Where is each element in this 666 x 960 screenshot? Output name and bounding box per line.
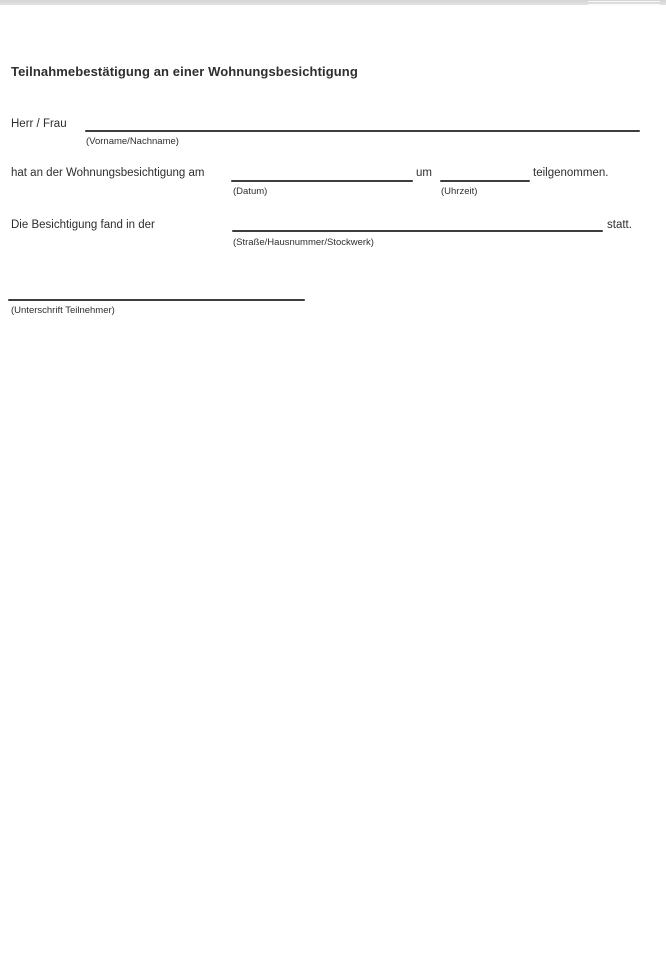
artifact-line bbox=[588, 1, 660, 2]
name-field-line bbox=[85, 130, 640, 132]
location-sentence-suffix: statt. bbox=[607, 219, 632, 231]
address-field-hint: (Straße/Hausnummer/Stockwerk) bbox=[233, 237, 374, 248]
signature-line bbox=[8, 299, 305, 301]
date-field-line bbox=[231, 180, 413, 182]
artifact-line bbox=[588, 7, 660, 8]
address-field-line bbox=[232, 230, 603, 232]
event-sentence-suffix: teilgenommen. bbox=[533, 167, 609, 179]
menu-lines-artifact bbox=[588, 1, 660, 10]
event-sentence-prefix: hat an der Wohnungsbesichtigung am bbox=[11, 167, 205, 179]
signature-hint: (Unterschrift Teilnehmer) bbox=[11, 305, 115, 316]
name-field-hint: (Vorname/Nachname) bbox=[86, 136, 179, 147]
document-title: Teilnahmebestätigung an einer Wohnungsbesichtigung bbox=[11, 64, 358, 79]
date-field-hint: (Datum) bbox=[233, 186, 268, 197]
location-sentence-prefix: Die Besichtigung fand in der bbox=[11, 219, 155, 231]
top-gray-bar bbox=[0, 0, 666, 5]
time-field-hint: (Uhrzeit) bbox=[441, 186, 478, 197]
connector-um-label: um bbox=[416, 167, 432, 179]
salutation-label: Herr / Frau bbox=[11, 118, 67, 130]
artifact-line bbox=[588, 4, 660, 5]
time-field-line bbox=[440, 180, 530, 182]
